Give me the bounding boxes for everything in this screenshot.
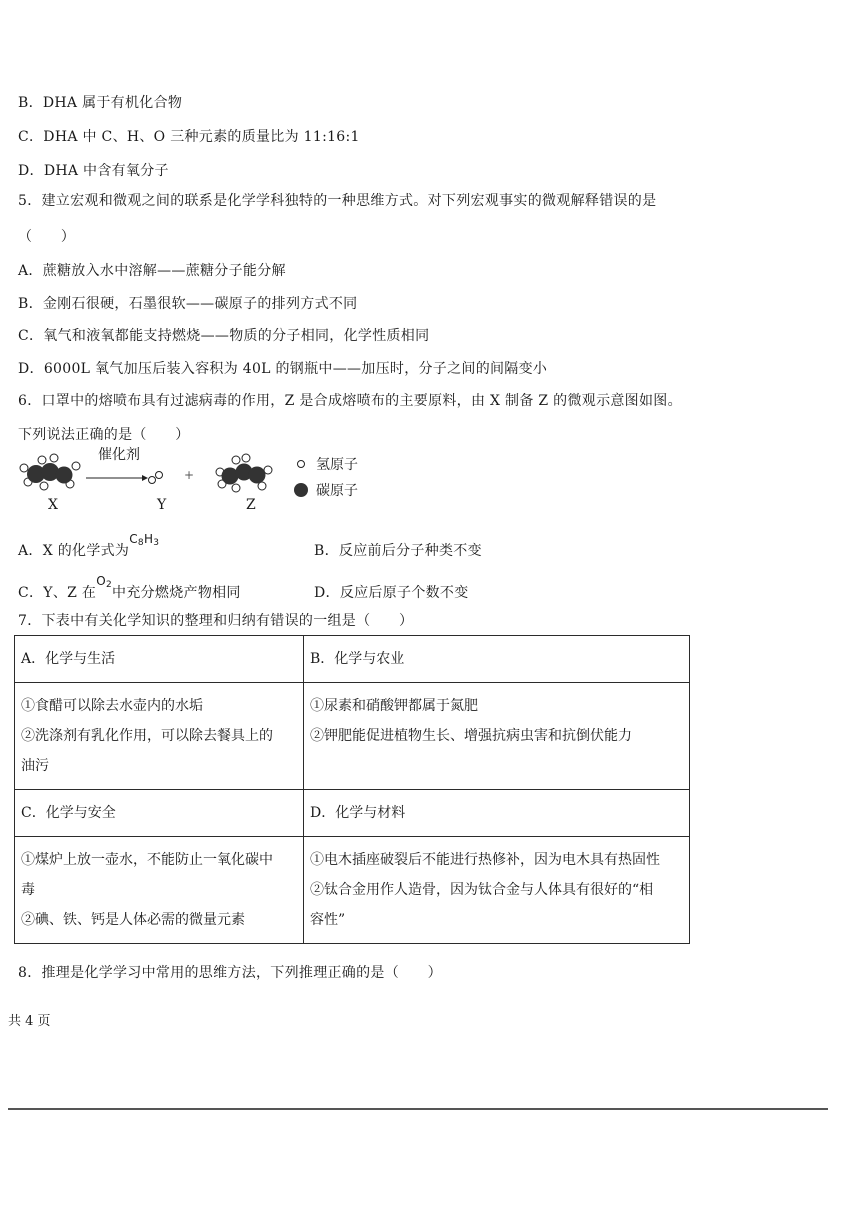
page-footer: 共 4 页 bbox=[8, 1014, 51, 1029]
carbon-legend-label: 碳原子 bbox=[316, 483, 358, 499]
q5-option-c: C．氧气和液氧都能支持燃烧——物质的分子相同，化学性质相同 bbox=[18, 328, 430, 344]
table-row bbox=[15, 837, 690, 944]
q5-option-b: B．金刚石很硬，石墨很软——碳原子的排列方式不同 bbox=[18, 296, 358, 312]
cell-b-content bbox=[304, 683, 690, 790]
label-z: Z bbox=[246, 497, 257, 513]
c-item-1-continued: 毒 bbox=[21, 882, 35, 898]
plus-sign: + bbox=[184, 468, 195, 482]
q6-option-c-text: C．Y、Z 在 bbox=[18, 585, 97, 601]
d-item-2: ②钛合金用作人造骨，因为钛合金与人体具有很好的“相 bbox=[310, 882, 654, 898]
d-item-2-continued: 容性” bbox=[310, 912, 346, 928]
carbon-legend-icon bbox=[294, 483, 308, 497]
formula-c: C bbox=[129, 532, 138, 546]
formula-o-sub: 2 bbox=[105, 580, 113, 590]
q6-option-b: B．反应前后分子种类不变 bbox=[314, 543, 482, 559]
cell-b-title: B．化学与农业 bbox=[304, 636, 690, 683]
q6-stem-continued: 下列说法正确的是（ ） bbox=[18, 427, 190, 443]
q6-stem: 6．口罩中的熔喷布具有过滤病毒的作用，Z 是合成熔喷布的主要原料，由 X 制备 Z 的微观示意图如图。 bbox=[18, 393, 682, 409]
q7-stem: 7．下表中有关化学知识的整理和归纳有错误的一组是（ ） bbox=[18, 613, 414, 629]
q6-option-a bbox=[18, 532, 160, 560]
label-y: Y bbox=[157, 497, 167, 513]
table-row bbox=[15, 636, 690, 683]
q6-option-c bbox=[18, 574, 241, 602]
cell-d-content bbox=[304, 837, 690, 944]
c-item-2: ②碘、铁、钙是人体必需的微量元素 bbox=[21, 912, 245, 928]
formula-h: H bbox=[143, 532, 154, 546]
q6-option-c-text-end: 中充分燃烧产物相同 bbox=[112, 585, 241, 601]
molecule-z bbox=[216, 454, 272, 492]
a-item-1: ①食醋可以除去水壶内的水垢 bbox=[21, 698, 203, 714]
cell-d-title: D．化学与材料 bbox=[304, 790, 690, 837]
a-item-2: ②洗涤剂有乳化作用，可以除去餐具上的 bbox=[21, 728, 273, 744]
formula-c-sub: 8 bbox=[137, 538, 144, 548]
q6-option-a-text: A．X 的化学式为 bbox=[18, 543, 130, 559]
hydrogen-legend-label: 氢原子 bbox=[316, 457, 358, 473]
b-item-1: ①尿素和硝酸钾都属于氮肥 bbox=[310, 698, 478, 714]
q6-option-a-formula bbox=[129, 532, 159, 546]
knowledge-table bbox=[14, 635, 690, 944]
bottom-rule bbox=[8, 1108, 828, 1110]
q5-stem: 5．建立宏观和微观之间的联系是化学学科独特的一种思维方式。对下列宏观事实的微观解释错误的是 bbox=[18, 193, 657, 209]
cell-c-content bbox=[15, 837, 304, 944]
q4-option-b: B．DHA 属于有机化合物 bbox=[18, 95, 183, 111]
q5-option-a: A．蔗糖放入水中溶解——蔗糖分子能分解 bbox=[18, 263, 286, 279]
q8-stem: 8．推理是化学学习中常用的思维方法，下列推理正确的是（ ） bbox=[18, 965, 442, 981]
b-item-2: ②钾肥能促进植物生长、增强抗病虫害和抗倒伏能力 bbox=[310, 728, 632, 744]
c-item-1: ①煤炉上放一壶水，不能防止一氧化碳中 bbox=[21, 852, 273, 868]
q6-option-c-formula bbox=[96, 574, 112, 588]
q6-option-d: D．反应后原子个数不变 bbox=[314, 585, 469, 601]
catalyst-label: 催化剂 bbox=[98, 447, 140, 463]
label-x: X bbox=[48, 497, 59, 513]
q5-answer-blank: （ ） bbox=[18, 229, 76, 245]
q4-option-c: C．DHA 中 C、H、O 三种元素的质量比为 11:16:1 bbox=[18, 129, 360, 145]
d-item-1: ①电木插座破裂后不能进行热修补，因为电木具有热固性 bbox=[310, 852, 660, 868]
cell-a-title: A．化学与生活 bbox=[15, 636, 304, 683]
formula-h-sub: 3 bbox=[153, 538, 160, 548]
formula-o: O bbox=[96, 574, 106, 588]
molecule-y bbox=[149, 472, 163, 484]
reaction-diagram bbox=[14, 448, 394, 518]
a-item-2-continued: 油污 bbox=[21, 758, 49, 774]
table-row bbox=[15, 790, 690, 837]
cell-a-content bbox=[15, 683, 304, 790]
table-row bbox=[15, 683, 690, 790]
cell-c-title: C．化学与安全 bbox=[15, 790, 304, 837]
molecule-x bbox=[20, 454, 80, 490]
q4-option-d: D．DHA 中含有氧分子 bbox=[18, 163, 169, 179]
q5-option-d: D．6000L 氧气加压后装入容积为 40L 的钢瓶中——加压时，分子之间的间隔变小 bbox=[18, 361, 548, 377]
hydrogen-legend-icon bbox=[298, 461, 305, 468]
